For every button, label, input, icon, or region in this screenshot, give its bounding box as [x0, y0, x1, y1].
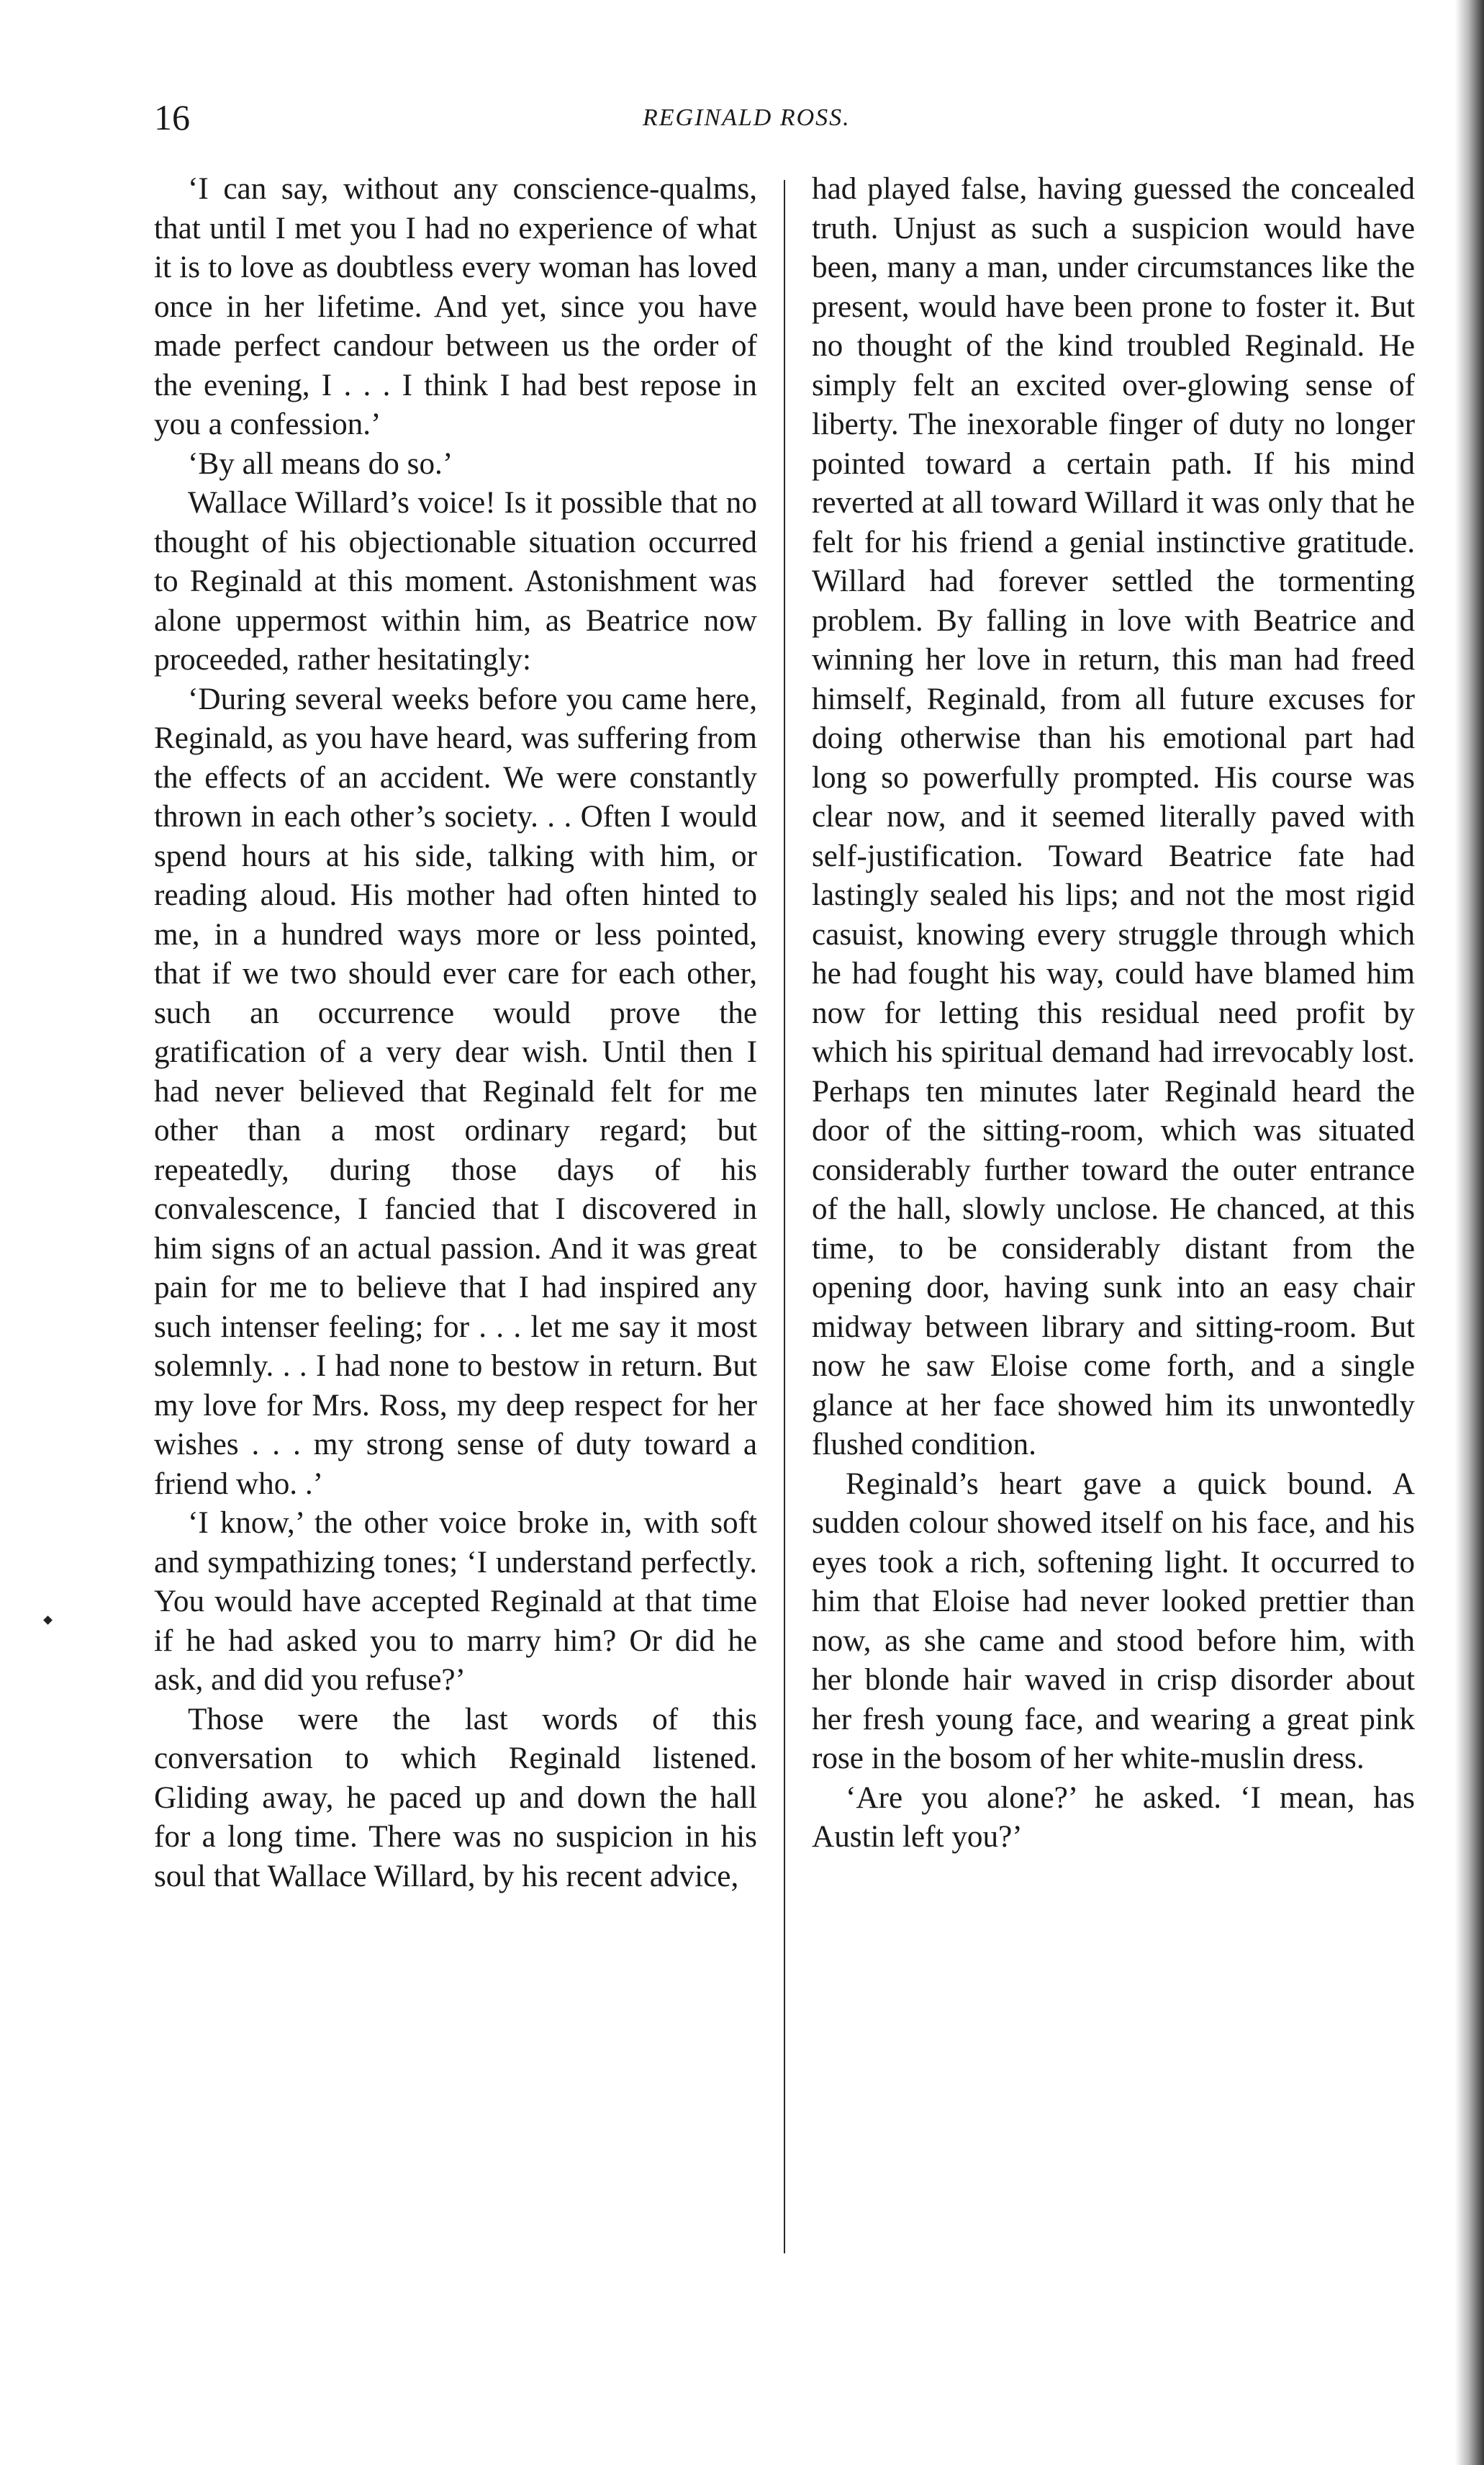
paragraph: ‘I know,’ the other voice broke in, with soft and sympathizing tones; ‘I understand perfectly. You would have accepted Reginald at that time if he had asked you to marry him? Or did he ask, and did you refuse?’ [154, 1506, 757, 1697]
column-divider [784, 180, 785, 2253]
page-number: 16 [154, 97, 190, 138]
paragraph: Those were the last words of this conversation to which Reginald listened. Gliding away, he paced up and down the hall for a long time. There was no suspicion in his soul that Wallace Willard, by his recent advice, [154, 1702, 757, 1893]
paragraph: ‘During several weeks before you came here, Reginald, as you have heard, was suffering from the effects of an accident. We were constantly thrown in each other’s society. . . Often I would spend hours at his side, talking with him, or reading aloud. His mother had often hinted to me, in a hundred ways more or less pointed, that if we two should ever care for each other, such an occurrence would prove the gratification of a very dear wish. Until then I had never believed that Reginald felt for me other than a most ordinary regard; but repeatedly, during those days of his convalescence, I fancied that I discovered in him signs of an actual passion. And it was great pain for me to believe that I had inspired any such intenser feeling; for . . . let me say it most solemnly. . . I had none to bestow in return. But my love for Mrs. Ross, my deep respect for her wishes . . . my strong sense of duty toward a friend who. .’ [154, 682, 757, 1501]
paragraph: Wallace Willard’s voice! Is it possible that no thought of his objectionable situation occurred to Reginald at this moment. Astonishment was alone uppermost within him, as Beatrice now proceeded, rather hesitatingly: [154, 486, 757, 677]
paragraph: ‘By all means do so.’ [188, 446, 453, 481]
paragraph: ‘Are you alone?’ he asked. ‘I mean, has Austin left you?’ [812, 1780, 1415, 1854]
page-edge-shadow [1455, 0, 1484, 2465]
print-speck [43, 1615, 53, 1625]
running-head: REGINALD ROSS. [643, 104, 851, 131]
page-header [0, 92, 1484, 143]
paragraph: Reginald’s heart gave a quick bound. A sudden colour showed itself on his face, and his eyes took a rich, softening light. It occurred to him that Eloise had never looked prettier than now, as she came and stood before him, with her blonde hair waved in crisp disorder about her fresh young face, and wearing a great pink rose in the bosom of her white-muslin dress. [812, 1466, 1415, 1775]
left-column [154, 170, 757, 1896]
paragraph-continued: had played false, having guessed the concealed truth. Unjust as such a suspicion would have been, many a man, under circumstances like the present, would have been prone to foster it. But no thought of the kind troubled Reginald. He simply felt an excited over-glowing sense of liberty. The inexorable finger of duty no longer pointed toward a certain path. If his mind reverted at all toward Willard it was only that he felt for his friend a genial instinctive gratitude. Willard had forever settled the tormenting problem. By falling in love with Beatrice and winning her love in return, this man had freed himself, Reginald, from all future excuses for doing otherwise than his emotional part had long so powerfully prompted. His course was clear now, and it seemed literally paved with self-justification. Toward Beatrice fate had lastingly sealed his lips; and not the most rigid casuist, knowing every struggle through which he had fought his way, could have blamed him now for letting this residual need profit by which his spiritual demand had irrevocably lost. Perhaps ten minutes later Reginald heard the door of the sitting-room, which was situated considerably further toward the outer entrance of the hall, slowly unclose. He chanced, at this time, to be considerably distant from the opening door, having sunk into an easy chair midway between library and sitting-room. But now he saw Eloise come forth, and a single glance at her face showed him its unwontedly flushed condition. [812, 172, 1415, 1461]
right-column [812, 170, 1415, 1857]
paragraph: ‘I can say, without any conscience-qualms, that until I met you I had no experience of what it is to love as doubtless every woman has loved once in her lifetime. And yet, since you have made perfect candour between us the order of the evening, I . . . I think I had best repose in you a confession.’ [154, 172, 757, 441]
